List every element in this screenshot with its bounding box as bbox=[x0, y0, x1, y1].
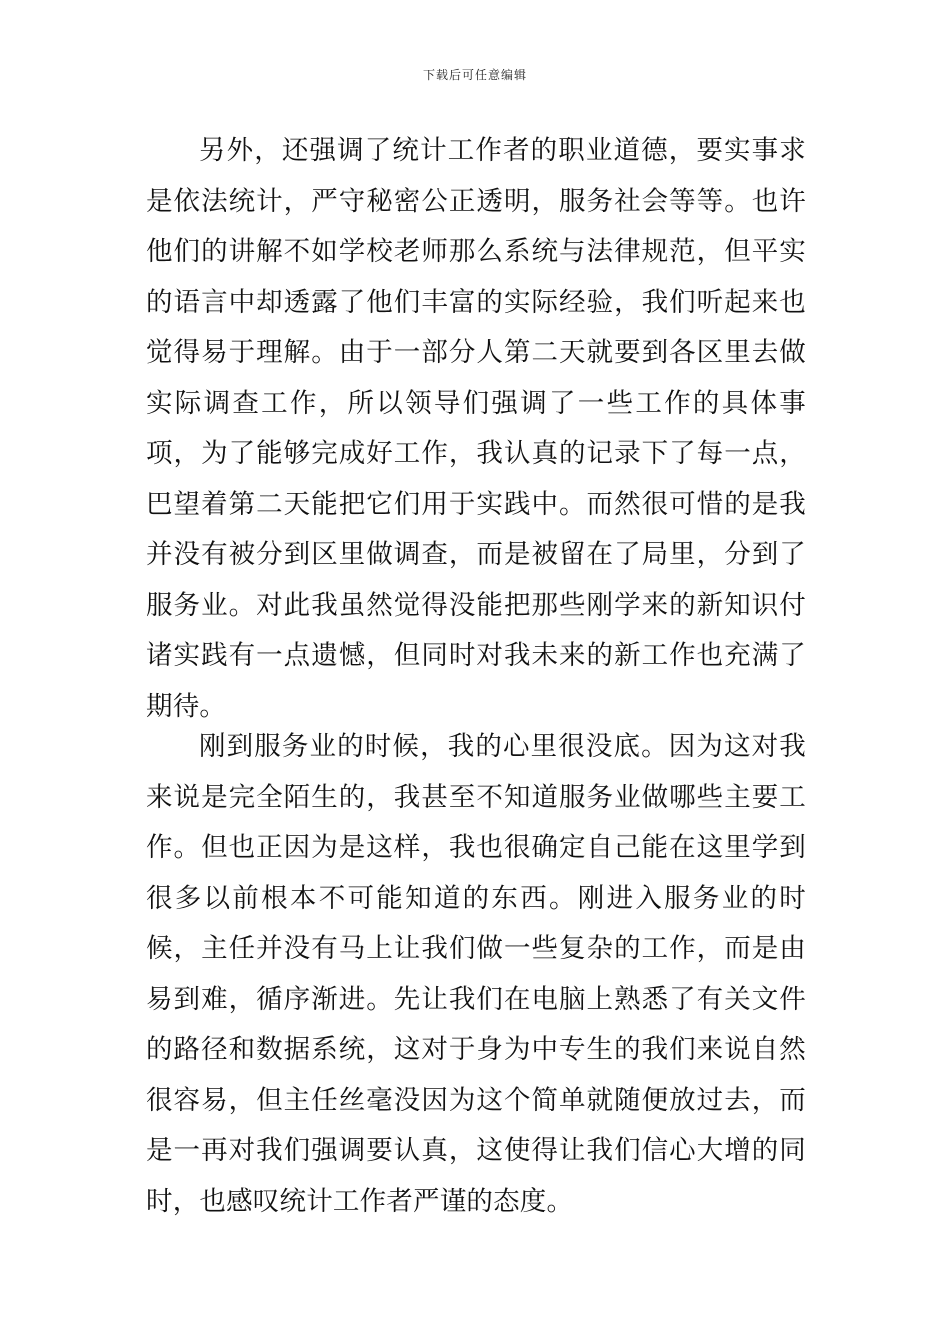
paragraph-1: 另外，还强调了统计工作者的职业道德，要实事求是依法统计，严守秘密公正透明，服务社会等等。也许他们的讲解不如学校老师那么系统与法律规范，但平实的语言中却透露了他们丰富的实际经验，我们听起来也觉得易于理解。由于一部分人第二天就要到各区里去做实际调查工作，所以领导们强调了一些工作的具体事项，为了能够完成好工作，我认真的记录下了每一点，巴望着第二天能把它们用于实践中。而然很可惜的是我并没有被分到区里做调查，而是被留在了局里，分到了服务业。对此我虽然觉得没能把那些刚学来的新知识付诸实践有一点遗憾，但同时对我未来的新工作也充满了期待。 bbox=[146, 135, 806, 722]
header-note: 下载后可任意编辑 bbox=[422, 68, 527, 82]
paragraph-2: 刚到服务业的时候，我的心里很没底。因为这对我来说是完全陌生的，我甚至不知道服务业做哪些主要工作。但也正因为是这样，我也很确定自己能在这里学到很多以前根本不可能知道的东西。刚进入服务业的时候，主任并没有马上让我们做一些复杂的工作，而是由易到难，循序渐进。先让我们在电脑上熟悉了有关文件的路径和数据系统，这对于身为中专生的我们来说自然很容易，但主任丝毫没因为这个简单就随便放过去，而是一再对我们强调要认真，这使得让我们信心大增的同时，也感叹统计工作者严谨的态度。 bbox=[146, 731, 806, 1217]
